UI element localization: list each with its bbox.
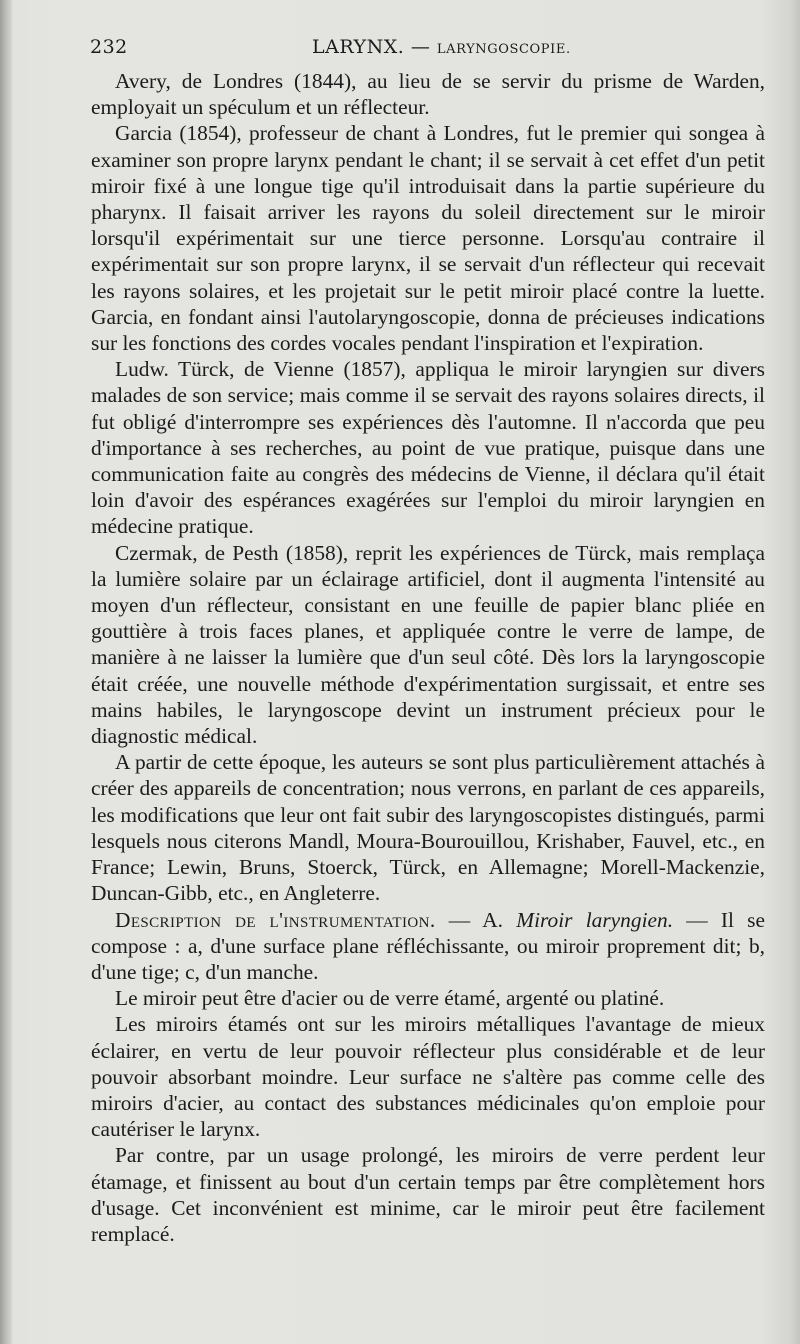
paragraph-par-contre: Par contre, par un usage prolongé, les miroirs de verre perdent leur étamage, et finissent au bout d'un certain temps par être complètement hors d'usage. Cet inconvénient est minime, car le miroir peut être facilement remplacé. xyxy=(91,1143,765,1246)
section-label: Description de l'instrumentation. xyxy=(115,907,436,932)
page-header xyxy=(90,36,770,64)
paragraph-turck: Ludw. Türck, de Vienne (1857), appliqua le miroir laryngien sur divers malades de son service; mais comme il se servait des rayons solaires directs, il fut obligé d'interrompre ses expériences dès l'automne. Il n'accorda que peu d'importance à ses recherches, au point de vue pratique, puisque dans une communication faite au congrès des médecins de Vienne, il déclara qu'il était loin d'avoir des espérances exagérées sur l'emploi du miroir laryngien en médecine pratique. xyxy=(91,357,765,539)
paragraph-garcia: Garcia (1854), professeur de chant à Londres, fut le premier qui songea à examiner son propre larynx pendant le chant; il se servait à cet effet d'un petit miroir fixé à une longue tige qu'il introduisait dans la partie supérieure du pharynx. Il faisait arriver les rayons du soleil directement sur le miroir lorsqu'il expérimentait sur une tierce personne. Lorsqu'au contraire il expérimentait sur son propre larynx, il se servait d'un réflecteur qui recevait les rayons solaires, et les projetait sur le petit miroir placé contre la luette. Garcia, en fondant ainsi l'autolaryngoscopie, donna de précieuses indications sur les fonctions des cordes vocales pendant l'inspiration et l'expiration. xyxy=(91,121,765,356)
paragraph-description xyxy=(91,907,765,986)
running-head-subtitle: LARYNGOSCOPIE. xyxy=(436,42,571,57)
section-dash: — A. xyxy=(435,907,517,932)
section-text: — Il se compose : a, d'une surface plane réfléchissante, ou miroir proprement dit; b, d'une tige; c, d'un manche. xyxy=(91,907,765,984)
page-number: 232 xyxy=(90,36,128,58)
running-head xyxy=(312,36,571,58)
body-text xyxy=(91,68,765,1247)
running-head-dash: — xyxy=(404,36,437,58)
paragraph-authors: A partir de cette époque, les auteurs se sont plus particulièrement attachés à créer des appareils de concentration; nous verrons, en parlant de ces appareils, les modifications que leur ont fait subir des laryngoscopistes distingués, parmi lesquels nous citerons Mandl, Moura-Bourouillou, Krishaber, Fauvel, etc., en France; Lewin, Bruns, Stoerck, Türck, en Allemagne; Morell-Mackenzie, Duncan-Gibb, etc., en Angleterre. xyxy=(91,750,765,906)
paragraph-czermak: Czermak, de Pesth (1858), reprit les expériences de Türck, mais remplaça la lumière solaire par un éclairage artificiel, dont il augmenta l'intensité au moyen d'un réflecteur, consistant en une feuille de papier blanc pliée en gouttière à trois faces planes, et appliquée contre le verre de lampe, de manière à ne laisser la lumière que d'un seul côté. Dès lors la laryngoscopie était créée, une nouvelle méthode d'expérimentation surgissait, et entre ses mains habiles, le laryngoscope devint un instrument précieux pour le diagnostic médical. xyxy=(91,540,765,749)
paragraph-miroir-materials: Le miroir peut être d'acier ou de verre étamé, argenté ou platiné. xyxy=(115,986,665,1011)
paragraph-miroirs-etames: Les miroirs étamés ont sur les miroirs métalliques l'avantage de mieux éclairer, en vertu de leur pouvoir réflecteur plus considérable et de leur pouvoir absorbant moindre. Leur surface ne s'altère pas comme celle des miroirs d'acier, au contact des substances médicinales qu'on emploie pour cautériser le larynx. xyxy=(91,1012,765,1142)
running-head-title: LARYNX. xyxy=(312,36,405,58)
paragraph-avery: Avery, de Londres (1844), au lieu de se servir du prisme de Warden, employait un spéculum et un réflecteur. xyxy=(91,69,765,120)
section-subject: Miroir laryngien. xyxy=(516,907,674,932)
page-gutter-shadow xyxy=(0,0,12,1344)
